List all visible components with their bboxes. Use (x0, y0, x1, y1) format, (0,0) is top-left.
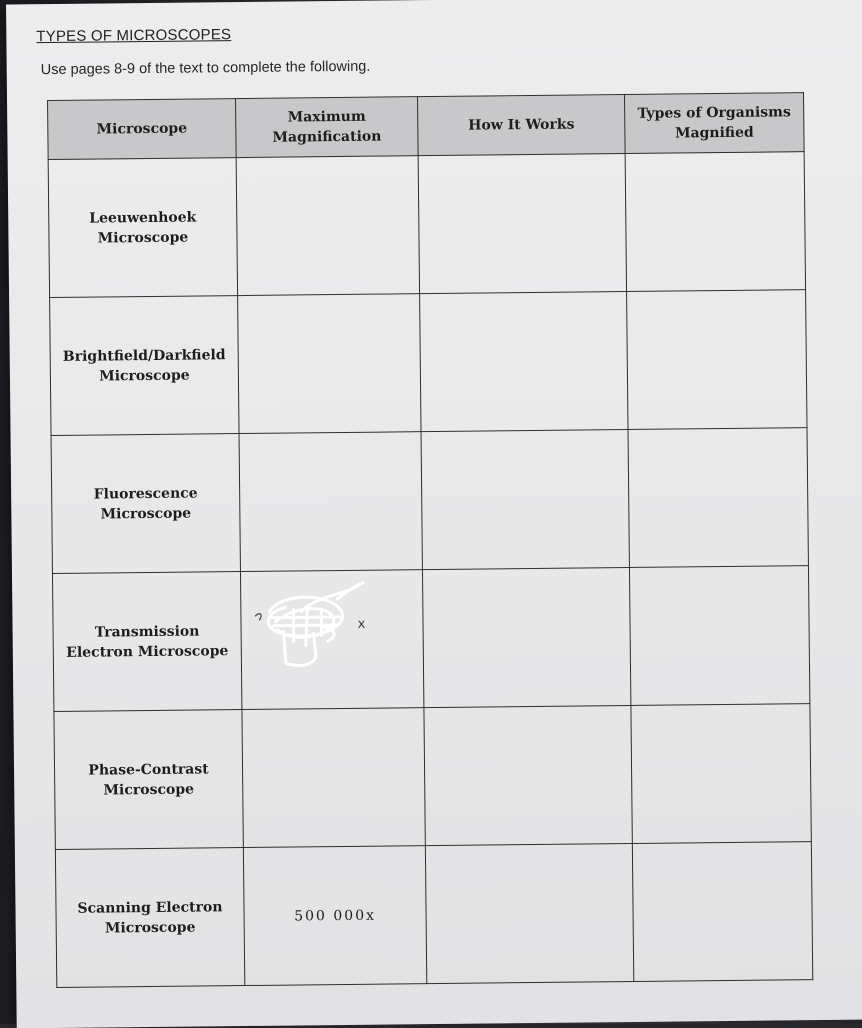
column-header-how-it-works: How It Works (418, 95, 626, 156)
microscope-name-cell: Transmission Electron Microscope (52, 572, 241, 712)
organisms-cell[interactable] (631, 704, 811, 844)
table-row (50, 290, 807, 436)
how-it-works-cell[interactable] (422, 567, 630, 707)
table-row (48, 152, 805, 298)
microscope-name-cell: Scanning Electron Microscope (55, 848, 244, 988)
how-it-works-cell[interactable] (424, 705, 632, 845)
microscope-name-cell: Leeuwenhoek Microscope (48, 158, 237, 298)
worksheet-title: TYPES OF MICROSCOPES (36, 26, 232, 46)
worksheet-page (6, 0, 862, 1028)
magnification-cell[interactable] (242, 708, 425, 848)
microscope-table (47, 92, 813, 988)
microscope-name-cell: Phase-Contrast Microscope (54, 710, 243, 850)
table-row (55, 842, 812, 988)
how-it-works-cell[interactable] (425, 843, 633, 983)
column-header-microscope: Microscope (48, 99, 237, 160)
magnification-cell[interactable] (240, 570, 423, 710)
microscope-name-cell: Brightfield/Darkfield Microscope (50, 296, 239, 436)
magnification-cell[interactable] (236, 156, 419, 296)
organisms-cell[interactable] (627, 290, 807, 430)
organisms-cell[interactable] (629, 566, 809, 706)
microscope-name-cell: Fluorescence Microscope (51, 434, 240, 574)
table-row (52, 566, 809, 712)
organisms-cell[interactable] (632, 842, 812, 982)
magnification-cell[interactable] (238, 294, 421, 434)
worksheet-instructions: Use pages 8-9 of the text to complete the following. (40, 58, 371, 79)
table-header-row (48, 93, 805, 160)
organisms-cell[interactable] (628, 428, 808, 568)
organisms-cell[interactable] (625, 152, 805, 292)
table-row (51, 428, 808, 574)
how-it-works-cell[interactable] (421, 429, 629, 569)
magnification-suffix: x (357, 616, 366, 632)
table-row (54, 704, 811, 850)
how-it-works-cell[interactable] (418, 154, 626, 294)
scribble-mark (241, 570, 424, 709)
magnification-cell[interactable] (239, 432, 422, 572)
column-header-maximum-magnification: Maximum Magnification (236, 97, 419, 158)
column-header-types-of-organisms: Types of Organisms Magnified (625, 93, 805, 154)
scribbled-answer (241, 570, 423, 709)
magnification-cell[interactable]: 500 000x (243, 846, 426, 986)
how-it-works-cell[interactable] (420, 291, 628, 431)
